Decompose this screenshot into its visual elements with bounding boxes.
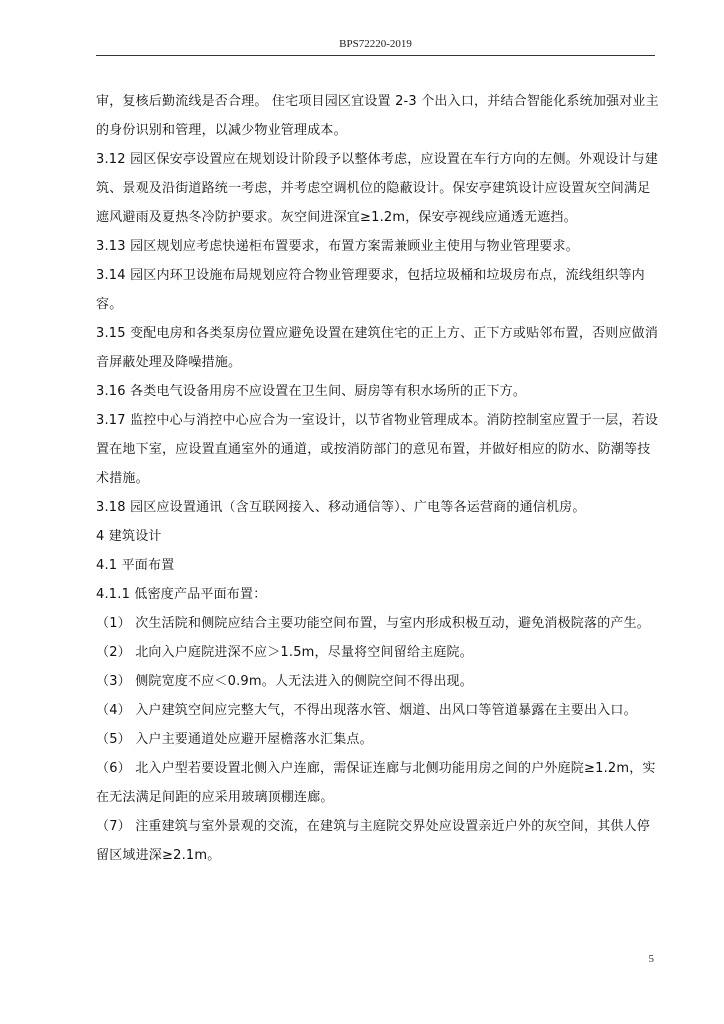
clause-4-1-1: 4.1.1 低密度产品平面布置： [96,587,267,602]
header-rule [96,55,655,56]
section-heading-4-1: 4.1 平面布置 [96,558,175,573]
list-item-2: （2） 北向入户庭院进深不应＞1.5m，尽量将空间留给主庭院。 [96,645,473,660]
clause-3-17: 3.17 监控中心与消控中心应合为一室设计，以节省物业管理成本。消防控制室应置于一层，若设置在地下室，应设置直通室外的通道，或按消防部门的意见布置，并做好相应的防水、防潮等技术措施。 [96,413,659,486]
body-text [96,87,659,870]
page-number: 5 [648,953,654,965]
list-item-5: （5） 入户主要通道处应避开屋檐落水汇集点。 [96,732,373,747]
clause-3-14: 3.14 园区内环卫设施布局规划应符合物业管理要求，包括垃圾桶和垃圾房布点，流线组织等内容。 [96,268,645,312]
clause-3-18: 3.18 园区应设置通讯（含互联网接入、移动通信等）、广电等各运营商的通信机房。 [96,500,586,515]
running-header: BPS72220-2019 [339,38,412,50]
clause-3-12: 3.12 园区保安亭设置应在规划设计阶段予以整体考虑，应设置在车行方向的左侧。外观设计与建筑、景观及沿街道路统一考虑，并考虑空调机位的隐蔽设计。保安亭建筑设计应设置灰空间满足遮风避雨及夏热冬冷防护要求。灰空间进深宜≥1.2m，保安亭视线应通透无遮挡。 [96,152,659,225]
clause-3-13: 3.13 园区规划应考虑快递柜布置要求，布置方案需兼顾业主使用与物业管理要求。 [96,239,579,254]
list-item-3: （3） 侧院宽度不应＜0.9m。人无法进入的侧院空间不得出现。 [96,674,473,689]
list-item-7: （7） 注重建筑与室外景观的交流，在建筑与主庭院交界处应设置亲近户外的灰空间，其供人停留区域进深≥2.1m。 [96,819,651,863]
list-item-1: （1） 次生活院和侧院应结合主要功能空间布置，与室内形成积极互动，避免消极院落的产生。 [96,616,651,631]
section-heading-4: 4 建筑设计 [96,529,162,544]
paragraph-continuation: 审，复核后勤流线是否合理。 住宅项目园区宜设置 2-3 个出入口，并结合智能化系统加强对业主的身份识别和管理，以减少物业管理成本。 [96,94,659,138]
clause-3-15: 3.15 变配电房和各类泵房位置应避免设置在建筑住宅的正上方、正下方或贴邻布置，否则应做消音屏蔽处理及降噪措施。 [96,326,659,370]
list-item-4: （4） 入户建筑空间应完整大气，不得出现落水管、烟道、出风口等管道暴露在主要出入口。 [96,703,637,718]
clause-3-16: 3.16 各类电气设备用房不应设置在卫生间、厨房等有积水场所的正下方。 [96,384,527,399]
list-item-6: （6） 北入户型若要设置北侧入户连廊，需保证连廊与北侧功能用房之间的户外庭院≥1.2m，实在无法满足间距的应采用玻璃顶棚连廊。 [96,761,656,805]
